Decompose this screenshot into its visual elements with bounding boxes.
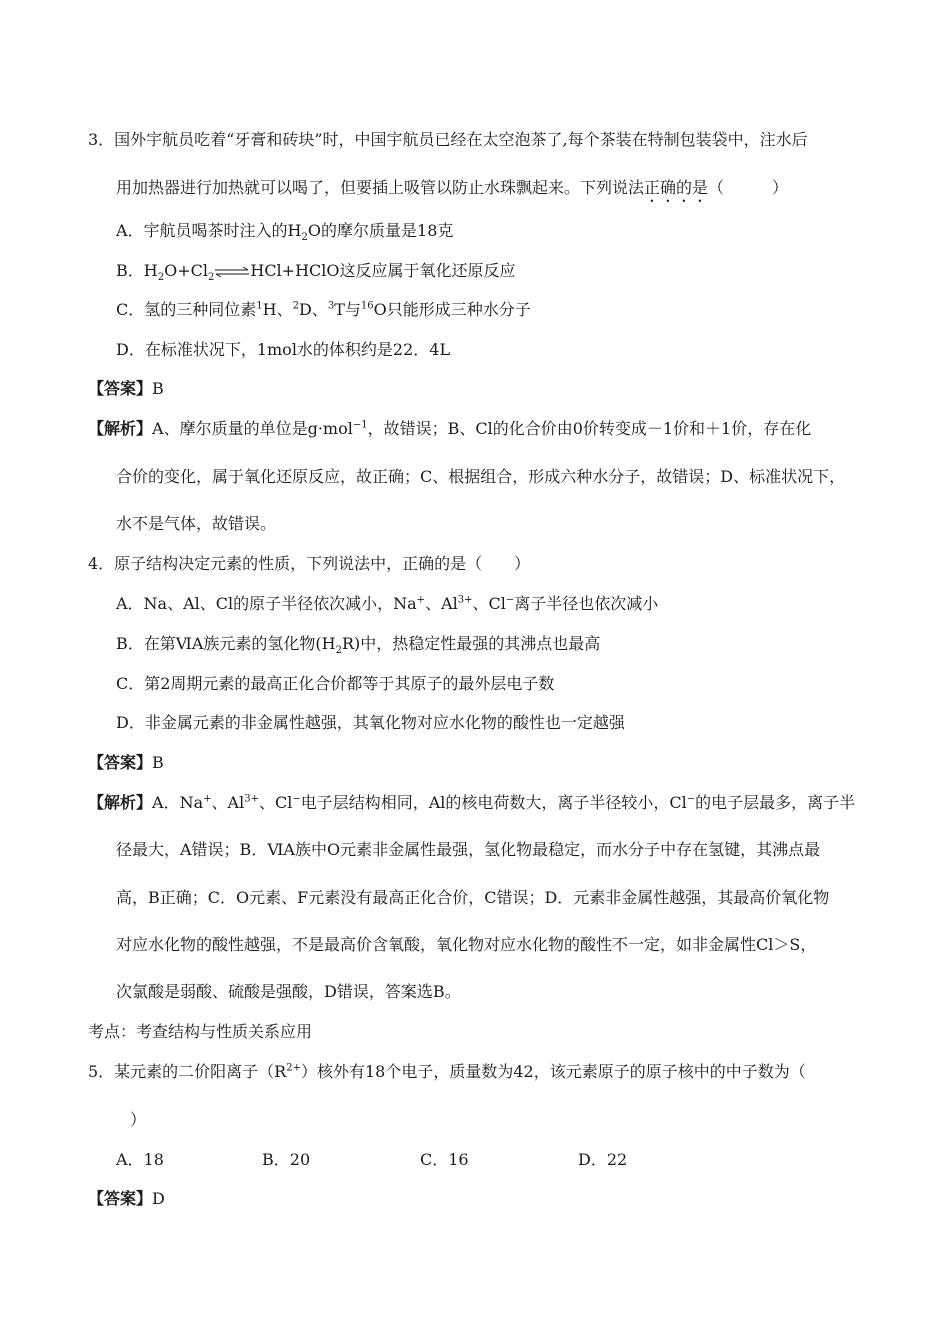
q4-option-d: D．非金属元素的非金属性越强，其氧化物对应水化物的酸性也一定越强	[116, 713, 625, 732]
q4-option-a-part: 离子半径也依次减小	[514, 594, 659, 613]
answer-value: B	[152, 379, 164, 398]
q3-option-a-part: A．宇航员喝茶时注入的H	[116, 221, 302, 240]
q5-stem-part: ）核外有18个电子，质量数为42，该元素原子的原子核中的中子数为（	[300, 1062, 806, 1081]
q5-option-b: B．20	[262, 1150, 311, 1169]
q4-analysis-part: 的电子层最多，离子半	[695, 793, 856, 812]
q3-analysis-line1	[88, 419, 811, 439]
q5-option-c: C．16	[420, 1150, 469, 1169]
q3-option-c-sup: 3	[327, 300, 335, 312]
q3-analysis-line2: 合价的变化，属于氧化还原反应，故正确；C、根据组合，形成六种水分子，故错误；D、标准状况下，	[116, 467, 846, 486]
q3-analysis-line3: 水不是气体，故错误。	[116, 514, 277, 533]
q3-option-c-sup: 16	[360, 300, 374, 312]
q3-option-c-part: C．氢的三种同位素	[116, 300, 257, 319]
q4-option-a-sup: 3+	[457, 594, 473, 606]
q3-option-b	[116, 261, 516, 284]
q3-stem-line2	[116, 178, 788, 206]
q4-analysis-part: A．Na	[152, 793, 204, 812]
q3-stem-emphasis: 正确的是	[644, 178, 709, 197]
q3-stem-line2-text: 用加热器进行加热就可以喝了，但要插上吸管以防止水珠飘起来。下列说法	[116, 178, 645, 197]
q3-option-b-sub: 2	[207, 272, 215, 284]
q3-option-a-sub: 2	[301, 232, 308, 244]
q4-kaodian: 考点：考查结构与性质关系应用	[88, 1022, 313, 1041]
q3-option-b-part: HCl+HClO这反应属于氧化还原反应	[250, 261, 516, 280]
q4-option-a-part: A．Na、Al、Cl的原子半径依次减小，Na	[116, 594, 417, 613]
q3-option-b-part: B．H	[116, 261, 158, 280]
q3-option-d: D．在标准状况下，1mol水的体积约是22．4L	[116, 340, 451, 359]
q3-analysis-part: A、摩尔质量的单位是g·mol	[152, 419, 353, 438]
q4-analysis-sup: −	[686, 793, 696, 805]
q3-stem-line1: 3．国外宇航员吃着“牙膏和砖块”时，中国宇航员已经在太空泡茶了,每个茶装在特制包装袋中，注水后	[88, 130, 808, 149]
q3-stem-blank: （ ）	[708, 178, 789, 197]
analysis-label: 【解析】	[88, 793, 153, 812]
q4-analysis-line3: 高，B正确；C．O元素、F元素没有最高正化合价，C错误；D．元素非金属性越强，其最高价氧化物	[116, 888, 830, 907]
q4-analysis-line1	[88, 793, 855, 813]
q4-analysis-line2: 径最大，A错误；B．ⅥA族中O元素非金属性最强，氢化物最稳定，而水分子中存在氢键，其沸点最	[116, 840, 821, 859]
q3-answer	[88, 379, 164, 399]
q4-option-b-part: R)中，热稳定性最强的其沸点也最高	[341, 634, 601, 653]
q4-option-b-part: B．在第ⅥA族元素的氢化物(H	[116, 634, 336, 653]
answer-label: 【答案】	[88, 379, 153, 398]
q4-option-a-sup: −	[505, 594, 515, 606]
q4-analysis-line4: 对应水化物的酸性越强，不是最高价含氧酸，氧化物对应水化物的酸性不一定，如非金属性Cl＞S，	[116, 935, 817, 954]
q3-option-a-part: O的摩尔质量是18克	[307, 221, 454, 240]
q4-analysis-sup: 3+	[244, 793, 259, 805]
q4-answer	[88, 753, 164, 773]
answer-label: 【答案】	[88, 753, 153, 772]
q3-option-b-sub: 2	[157, 272, 165, 284]
q4-analysis-sup: +	[203, 793, 212, 805]
q4-stem: 4．原子结构决定元素的性质，下列说法中，正确的是（ ）	[88, 554, 531, 573]
q5-option-a: A．18	[116, 1150, 164, 1169]
q3-option-c	[116, 300, 531, 320]
answer-value: B	[152, 753, 164, 772]
q3-analysis-part: ，故错误；B、Cl的化合价由0价转变成－1价和＋1价，存在化	[367, 419, 812, 438]
q4-analysis-sup: −	[292, 793, 301, 805]
q3-option-c-part: H、	[262, 300, 293, 319]
q3-option-a	[116, 221, 454, 244]
q5-stem-part: 5．某元素的二价阳离子（R	[88, 1062, 287, 1081]
q4-option-b	[116, 634, 601, 657]
q4-analysis-part: 、Cl	[258, 793, 293, 812]
q3-option-c-sup: 2	[292, 300, 299, 312]
q5-stem-line1	[88, 1062, 806, 1082]
analysis-label: 【解析】	[88, 419, 153, 438]
q4-option-a	[116, 594, 658, 614]
q3-option-b-part: O+Cl	[164, 261, 208, 280]
q3-option-c-part: D、	[298, 300, 328, 319]
q3-option-c-part: T与	[334, 300, 361, 319]
q3-option-c-sup: 1	[256, 300, 263, 312]
q4-option-a-part: 、Cl	[472, 594, 506, 613]
q4-option-c: C．第2周期元素的最高正化合价都等于其原子的最外层电子数	[116, 674, 555, 693]
q5-stem-line2: ）	[130, 1110, 147, 1129]
answer-label: 【答案】	[88, 1189, 153, 1208]
q5-stem-sup: 2+	[286, 1062, 301, 1074]
q4-option-a-part: 、Al	[425, 594, 458, 613]
equilibrium-arrow-icon	[214, 266, 250, 278]
q3-option-c-part: O只能形成三种水分子	[373, 300, 531, 319]
q4-option-b-sub: 2	[335, 645, 342, 657]
answer-value: D	[152, 1189, 165, 1208]
q4-analysis-part: 电子层结构相同，Al的核电荷数大，离子半径较小，Cl	[300, 793, 687, 812]
q3-analysis-sup: −1	[352, 419, 368, 431]
q4-analysis-part: 、Al	[211, 793, 245, 812]
q5-answer	[88, 1189, 165, 1209]
q4-option-a-sup: +	[416, 594, 426, 606]
q4-analysis-line5: 次氯酸是弱酸、硫酸是强酸，D错误，答案选B。	[116, 982, 461, 1001]
q5-option-d: D．22	[578, 1150, 628, 1169]
